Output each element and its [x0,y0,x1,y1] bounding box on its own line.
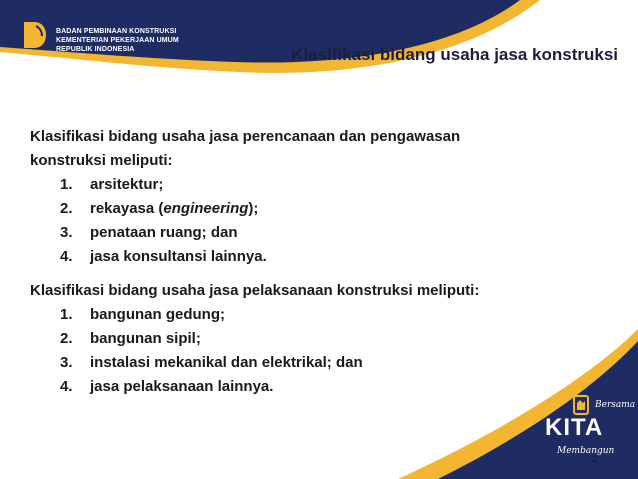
raised-fist-icon [571,394,591,416]
ministry-emblem-icon [22,18,52,56]
list-item: 3. penataan ruang; dan [60,224,238,241]
list-item: 3. instalasi mekanikal dan elektrikal; dan [60,354,363,371]
section1-intro-line1: Klasifikasi bidang usaha jasa perencanaan dan pengawasan [30,128,461,145]
organization-name [56,27,179,54]
list-item: 2. bangunan sipil; [60,330,201,347]
kita-membangun-logo: Bersama KITA Membangun [545,390,630,465]
slide-title: Klasifikasi bidang usaha jasa konstruksi [291,45,618,64]
org-line-1: BADAN PEMBINAAN KONSTRUKSI [56,28,177,35]
ministry-logo [22,18,212,68]
list-item: 1. arsitektur; [60,176,164,193]
list-item: 2. rekayasa (engineering); [60,200,259,217]
page-number: 2 [592,454,598,465]
list-item: 4. jasa konsultansi lainnya. [60,248,267,265]
section1-intro-line2: konstruksi meliputi: [30,152,173,169]
org-line-3: REPUBLIK INDONESIA [56,46,135,53]
section2-intro: Klasifikasi bidang usaha jasa pelaksanaan konstruksi meliputi: [30,282,480,299]
section1-list [30,173,590,269]
list-item: 4. jasa pelaksanaan lainnya. [60,378,274,395]
engineering-term: engineering [163,200,249,217]
list-item: 1. bangunan gedung; [60,306,225,323]
org-line-2: KEMENTERIAN PEKERJAAN UMUM [56,37,179,44]
